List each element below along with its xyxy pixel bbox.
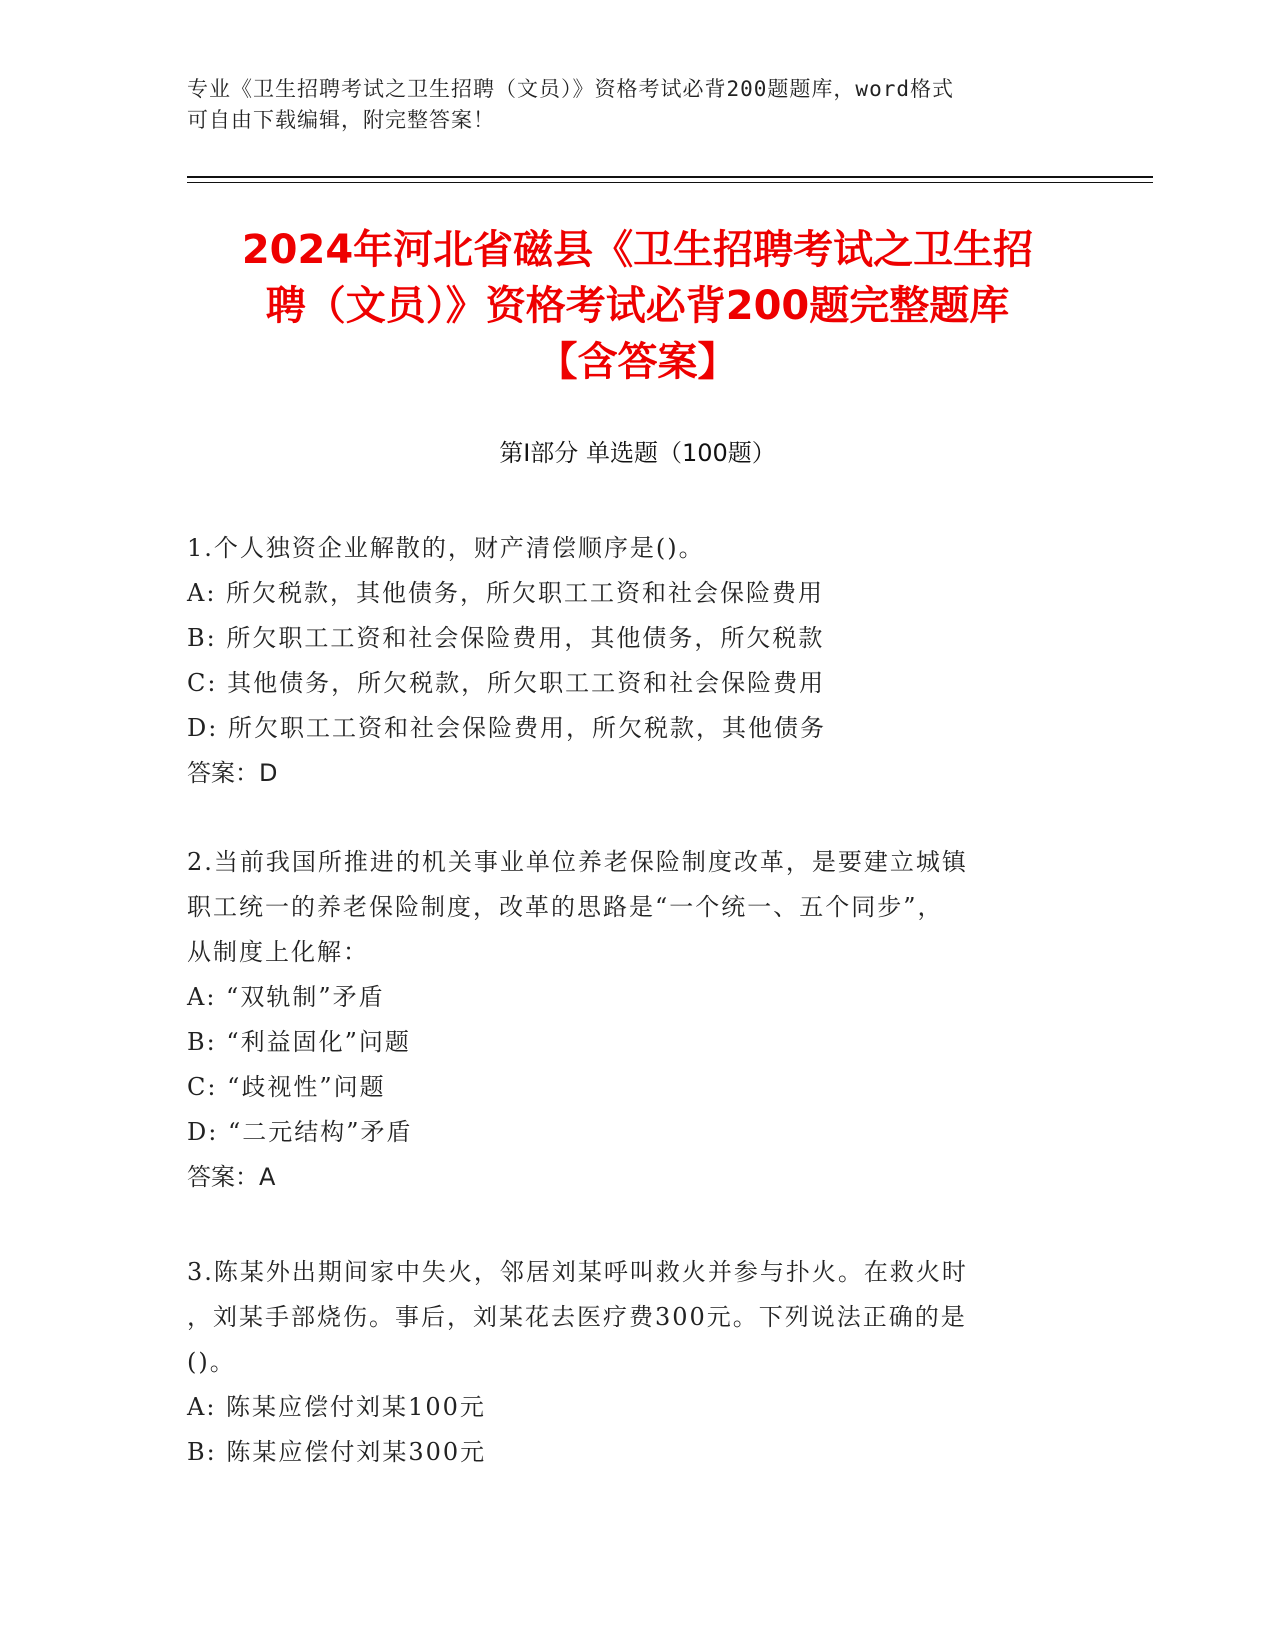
question-stem: 2.当前我国所推进的机关事业单位养老保险制度改革，是要建立城镇 [187, 848, 968, 876]
title-line: 2024年河北省磁县《卫生招聘考试之卫生招 [241, 227, 1034, 273]
option-b: B: 陈某应偿付刘某300元 [187, 1438, 487, 1466]
document-title [150, 222, 1125, 390]
question-stem: ()。 [187, 1348, 236, 1376]
question-stem: 从制度上化解： [187, 938, 369, 966]
question-stem: 3.陈某外出期间家中失火，邻居刘某呼叫救火并参与扑火。在救火时 [187, 1258, 968, 1286]
option-b: B: 所欠职工工资和社会保险费用，其他债务，所欠税款 [187, 624, 825, 652]
option-d: D: 所欠职工工资和社会保险费用，所欠税款，其他债务 [187, 714, 826, 742]
question-3 [187, 1250, 1067, 1475]
title-line: 聘（文员）》资格考试必背200题完整题库 [265, 283, 1010, 329]
answer-line: 答案：D [187, 759, 278, 787]
header-note [187, 74, 1067, 136]
question-2 [187, 840, 1067, 1200]
header-divider-thick [187, 176, 1153, 178]
question-stem: ，刘某手部烧伤。事后，刘某花去医疗费300元。下列说法正确的是 [187, 1303, 967, 1331]
question-1 [187, 526, 1067, 796]
title-line: 【含答案】 [537, 339, 738, 385]
option-a: A: 所欠税款，其他债务，所欠职工工资和社会保险费用 [187, 579, 825, 607]
header-divider-thin [187, 182, 1153, 183]
option-a: A: 陈某应偿付刘某100元 [187, 1393, 486, 1421]
option-b: B: “利益固化”问题 [187, 1028, 411, 1056]
answer-line: 答案：A [187, 1163, 276, 1191]
question-stem: 1.个人独资企业解散的，财产清偿顺序是()。 [187, 534, 705, 562]
option-d: D: “二元结构”矛盾 [187, 1118, 413, 1146]
section-heading: 第I部分 单选题（100题） [499, 439, 776, 467]
option-c: C: 其他债务，所欠税款，所欠职工工资和社会保险费用 [187, 669, 826, 697]
option-c: C: “歧视性”问题 [187, 1073, 386, 1101]
option-a: A: “双轨制”矛盾 [187, 983, 385, 1011]
header-note-line: 可自由下载编辑，附完整答案！ [187, 108, 495, 132]
header-note-line: 专业《卫生招聘考试之卫生招聘（文员）》资格考试必背200题题库，word格式 [187, 77, 954, 101]
question-stem: 职工统一的养老保险制度，改革的思路是“一个统一、五个同步”， [187, 893, 944, 921]
